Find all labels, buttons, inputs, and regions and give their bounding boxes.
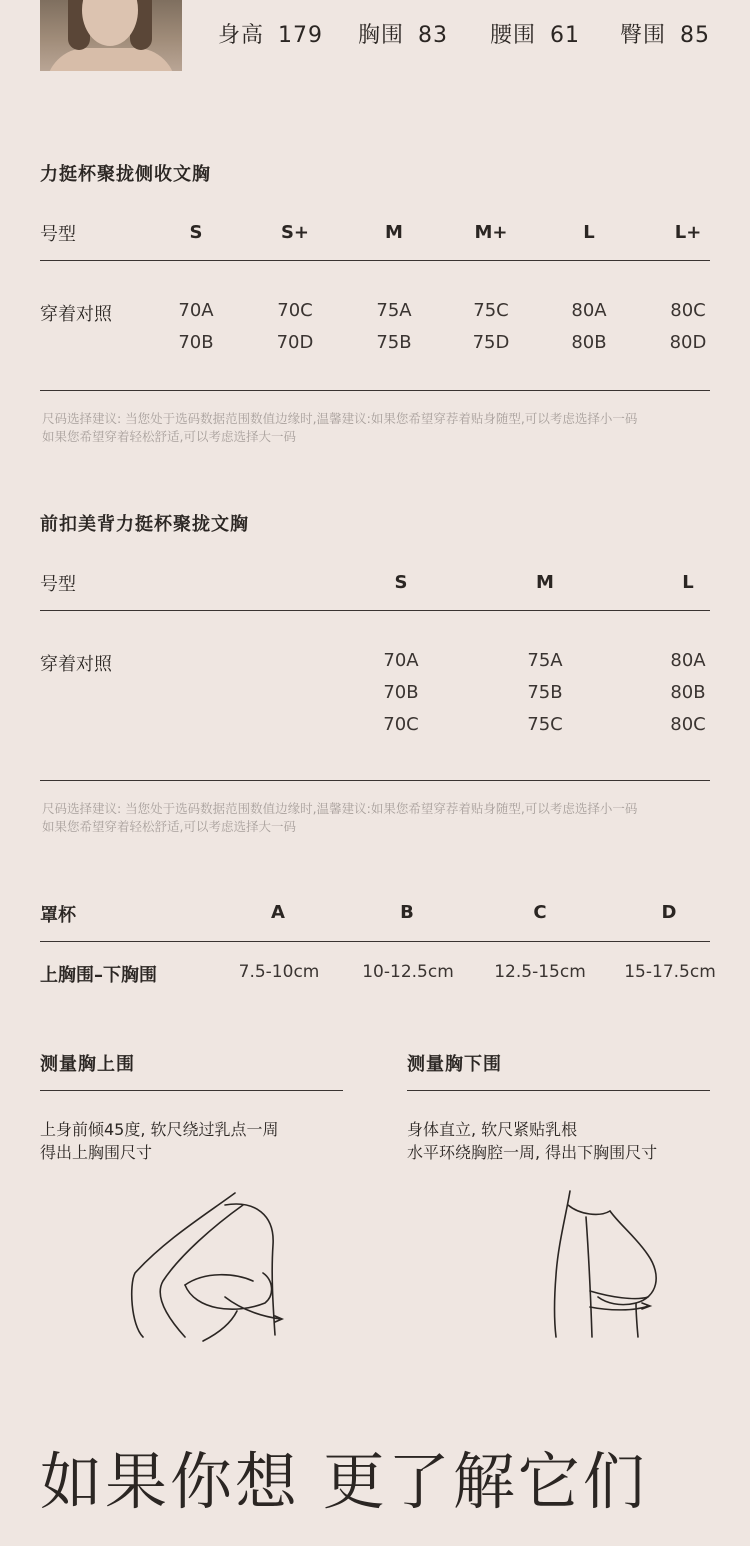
size-header: M	[536, 572, 554, 593]
measure-height: 身高 179	[218, 23, 324, 48]
divider	[40, 941, 710, 942]
cup-row-label: 罩杯	[40, 905, 76, 926]
measure-lower-text: 身体直立, 软尺紧贴乳根 水平环绕胸腔一周, 得出下胸围尺寸	[407, 1120, 658, 1162]
size-header: L	[682, 572, 694, 593]
section1-title: 力挺杯聚拢侧收文胸	[40, 164, 211, 185]
fit-row-label: 穿着对照	[40, 654, 112, 675]
fit-cell: 75A 75B 75C	[527, 650, 563, 735]
divider	[40, 1090, 343, 1091]
divider	[40, 610, 710, 611]
lean-forward-illustration	[125, 1185, 295, 1345]
cup-header: C	[533, 902, 547, 923]
cup-range: 10-12.5cm	[362, 962, 454, 982]
model-photo	[40, 0, 182, 71]
cup-range: 15-17.5cm	[624, 962, 716, 982]
size-header: M	[385, 222, 403, 243]
fit-row-label: 穿着对照	[40, 304, 112, 325]
section2-title: 前扣美背力挺杯聚拢文胸	[40, 514, 249, 535]
standing-illustration	[540, 1185, 670, 1345]
measure-upper-text: 上身前倾45度, 软尺绕过乳点一周 得出上胸围尺寸	[40, 1120, 279, 1162]
cup-header: A	[271, 902, 285, 923]
size-header: L+	[674, 222, 702, 243]
size-row-label: 号型	[40, 224, 76, 245]
divider	[407, 1090, 710, 1091]
divider	[40, 780, 710, 781]
size-header: S+	[280, 222, 310, 243]
measure-upper-title: 测量胸上围	[40, 1054, 135, 1075]
footer-headline: 如果你想 更了解它们	[40, 1445, 648, 1518]
fit-cell: 80A 80B	[571, 300, 607, 353]
measure-hip: 臀围 85	[620, 23, 711, 48]
cup-range: 12.5-15cm	[494, 962, 586, 982]
fit-cell: 75C 75D	[472, 300, 510, 353]
cup-range: 7.5-10cm	[238, 962, 320, 982]
size-row-label: 号型	[40, 574, 76, 595]
fit-cell: 80C 80D	[669, 300, 707, 353]
divider	[40, 390, 710, 391]
size-header: M+	[474, 222, 508, 243]
fit-cell: 75A 75B	[376, 300, 412, 353]
fit-cell: 80A 80B 80C	[670, 650, 706, 735]
size-header: L	[583, 222, 595, 243]
measure-waist: 腰围 61	[490, 23, 581, 48]
size-header: S	[394, 572, 408, 593]
cup-diff-label: 上胸围–下胸围	[40, 965, 157, 986]
fit-cell: 70C 70D	[276, 300, 314, 353]
fit-cell: 70A 70B 70C	[383, 650, 419, 735]
size-header: S	[189, 222, 203, 243]
cup-header: B	[400, 902, 414, 923]
measure-lower-title: 测量胸下围	[407, 1054, 502, 1075]
fit-cell: 70A 70B	[178, 300, 214, 353]
measure-bust: 胸围 83	[358, 23, 449, 48]
divider	[40, 260, 710, 261]
size-note: 尺码选择建议: 当您处于选码数据范围数值边缘时,温馨建议:如果您希望穿荐着贴身随型,可以考虑选择小一码 如果您希望穿着轻松舒适,可以考虑选择大一码	[42, 411, 638, 444]
size-note: 尺码选择建议: 当您处于选码数据范围数值边缘时,温馨建议:如果您希望穿荐着贴身随型,可以考虑选择小一码 如果您希望穿着轻松舒适,可以考虑选择大一码	[42, 801, 638, 834]
cup-header: D	[661, 902, 677, 923]
